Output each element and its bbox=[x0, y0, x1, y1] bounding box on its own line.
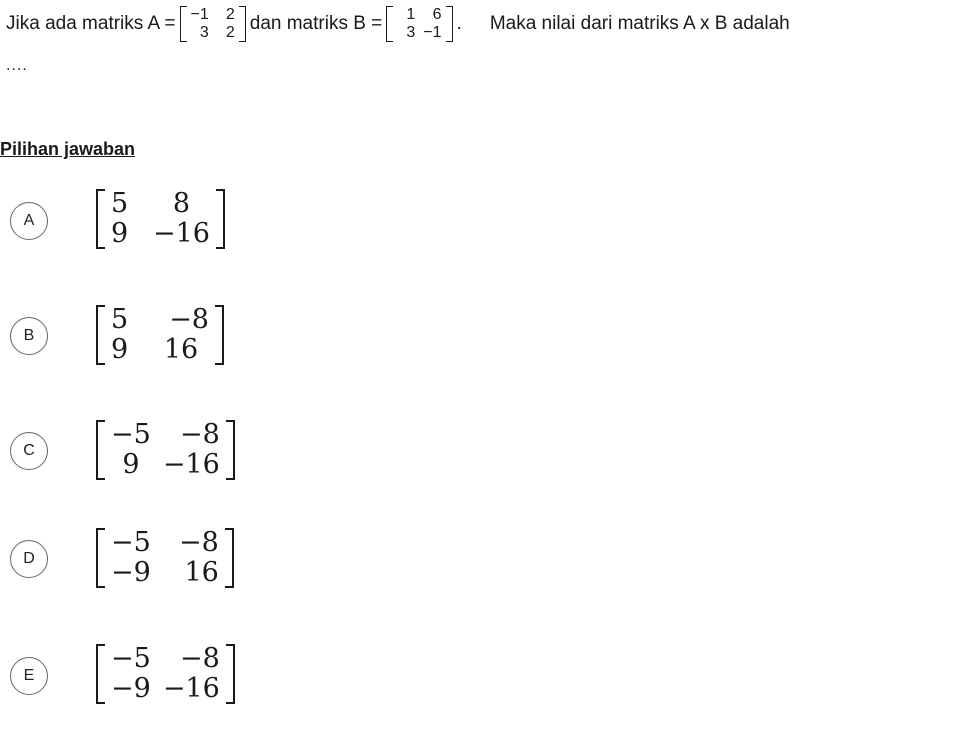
matrix-b-cell: −1 bbox=[423, 24, 442, 41]
matrix-cell: −8 bbox=[179, 643, 220, 674]
option-c[interactable] bbox=[10, 411, 48, 491]
matrix-cell: −9 bbox=[111, 673, 151, 704]
option-a[interactable] bbox=[10, 181, 48, 261]
option-e-matrix bbox=[96, 644, 235, 704]
matrix-cell: −9 bbox=[111, 557, 151, 588]
options-heading: Pilihan jawaban bbox=[0, 139, 136, 159]
option-e-radio[interactable]: E bbox=[10, 657, 48, 695]
matrix-a-left-bracket bbox=[180, 6, 187, 42]
matrix-cell: 5 bbox=[111, 304, 129, 335]
matrix-cell: −16 bbox=[153, 218, 210, 249]
matrix-right-bracket bbox=[225, 528, 234, 588]
matrix-cell: 9 bbox=[111, 334, 129, 365]
matrix-a-cell: 3 bbox=[199, 24, 209, 41]
matrix-cell: 5 bbox=[111, 188, 129, 219]
matrix-cell: 16 bbox=[184, 557, 219, 588]
option-d[interactable] bbox=[10, 519, 48, 599]
matrix-cell: −16 bbox=[162, 673, 220, 704]
matrix-cell: −5 bbox=[111, 643, 151, 674]
option-d-matrix bbox=[96, 528, 234, 588]
question-part-2: dan matriks B = bbox=[249, 13, 383, 34]
option-d-radio[interactable]: D bbox=[10, 540, 48, 578]
matrix-a-right-bracket bbox=[239, 6, 246, 42]
matrix-b-left-bracket bbox=[386, 6, 393, 42]
matrix-cell: −16 bbox=[162, 449, 220, 480]
matrix-right-bracket bbox=[216, 189, 225, 249]
matrix-left-bracket bbox=[96, 305, 105, 365]
matrix-b-right-bracket bbox=[446, 6, 453, 42]
option-c-matrix bbox=[96, 420, 235, 480]
matrix-cell: 9 bbox=[111, 218, 129, 249]
option-a-radio[interactable]: A bbox=[10, 202, 48, 240]
matrix-cell: −8 bbox=[169, 304, 209, 335]
matrix-right-bracket bbox=[226, 644, 235, 704]
matrix-b bbox=[386, 6, 452, 42]
matrix-a bbox=[180, 6, 246, 42]
matrix-cell: 16 bbox=[163, 334, 199, 365]
matrix-cell: −5 bbox=[111, 527, 151, 558]
matrix-a-cell: −1 bbox=[190, 6, 209, 23]
option-e[interactable] bbox=[10, 636, 48, 716]
matrix-right-bracket bbox=[215, 305, 224, 365]
matrix-cell: −8 bbox=[179, 419, 220, 450]
option-b-radio[interactable]: B bbox=[10, 317, 48, 355]
matrix-left-bracket bbox=[96, 420, 105, 480]
matrix-cell: −5 bbox=[111, 419, 151, 450]
matrix-left-bracket bbox=[96, 189, 105, 249]
option-b[interactable] bbox=[10, 296, 48, 376]
matrix-b-cell: 3 bbox=[406, 24, 416, 41]
matrix-left-bracket bbox=[96, 528, 105, 588]
matrix-cell: 9 bbox=[122, 449, 140, 480]
matrix-right-bracket bbox=[226, 420, 235, 480]
option-a-matrix bbox=[96, 189, 225, 249]
question-part-1: Jika ada matriks A = bbox=[6, 13, 176, 34]
option-c-radio[interactable]: C bbox=[10, 432, 48, 470]
matrix-cell: 8 bbox=[172, 188, 191, 219]
matrix-a-cell: 2 bbox=[225, 6, 235, 23]
question-part-4: Maka nilai dari matriks A x B adalah bbox=[489, 13, 790, 34]
option-b-matrix bbox=[96, 305, 224, 365]
matrix-b-cell: 1 bbox=[406, 6, 416, 23]
question-text bbox=[6, 4, 974, 74]
matrix-left-bracket bbox=[96, 644, 105, 704]
matrix-cell: −8 bbox=[179, 527, 219, 558]
matrix-a-cell: 2 bbox=[225, 24, 235, 41]
question-period: . bbox=[456, 13, 462, 34]
question-ellipsis: .... bbox=[6, 57, 28, 74]
matrix-b-cell: 6 bbox=[432, 6, 442, 23]
